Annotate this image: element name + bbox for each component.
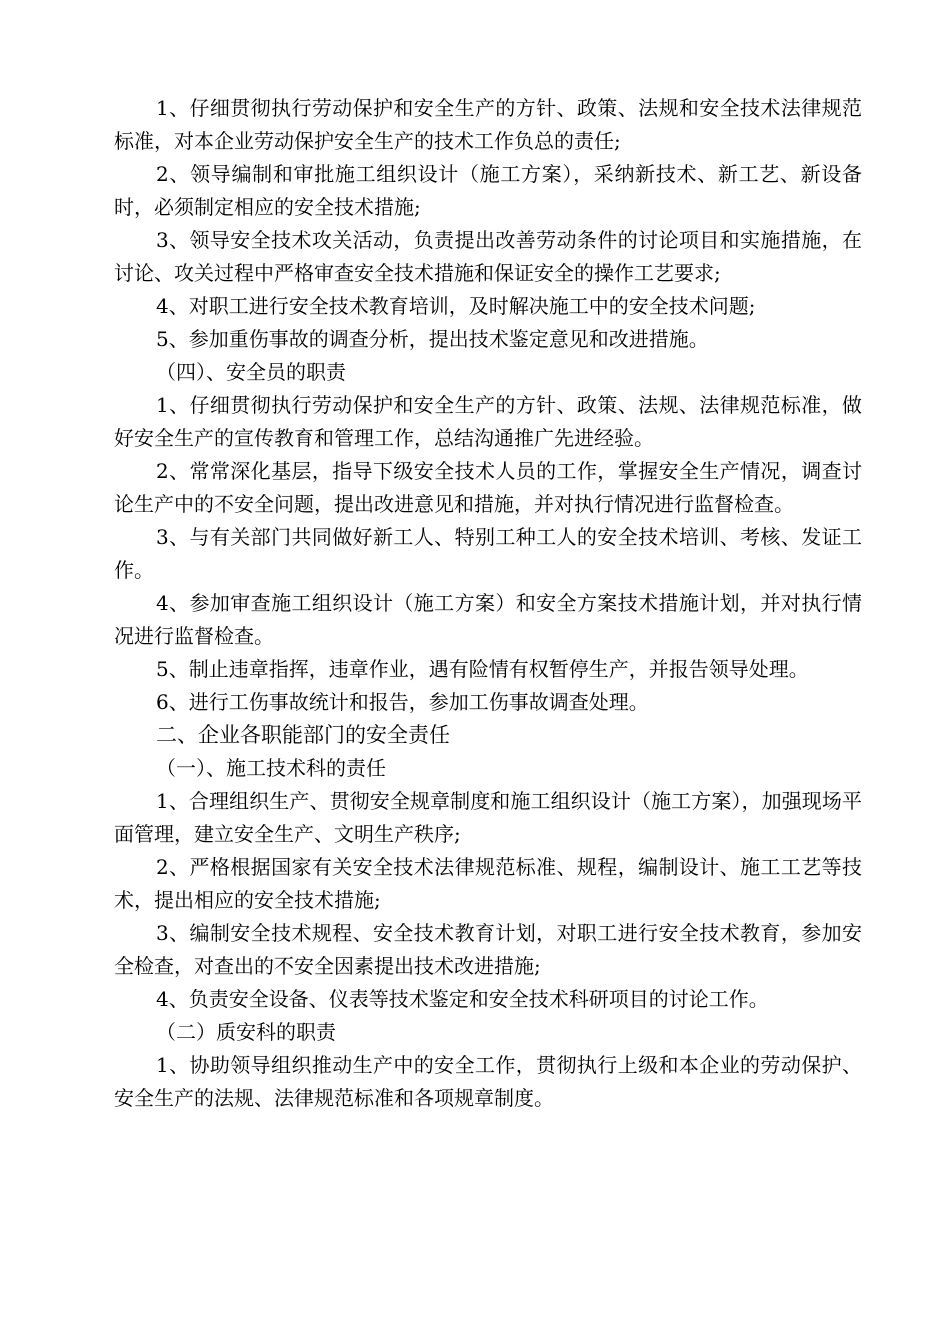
paragraph: 1、仔细贯彻执行劳动保护和安全生产的方针、政策、法规和安全技术法律规范标准，对本企业劳动保护安全生产的技术工作负总的责任;	[114, 96, 862, 153]
paragraph: 2、领导编制和审批施工组织设计（施工方案），采纳新技术、新工艺、新设备时，必须制定相应的安全技术措施;	[114, 162, 862, 219]
paragraph: 4、参加审查施工组织设计（施工方案）和安全方案技术措施计划，并对执行情况进行监督检查。	[114, 591, 862, 648]
chapter-heading: 二、企业各职能部门的安全责任	[156, 723, 450, 747]
paragraph: 2、常常深化基层，指导下级安全技术人员的工作，掌握安全生产情况，调查讨论生产中的不安全问题，提出改进意见和措施，并对执行情况进行监督检查。	[114, 459, 862, 516]
paragraph: 1、合理组织生产、贯彻安全规章制度和施工组织设计（施工方案），加强现场平面管理，建立安全生产、文明生产秩序;	[114, 789, 862, 846]
paragraph: 3、领导安全技术攻关活动，负责提出改善劳动条件的讨论项目和实施措施，在讨论、攻关过程中严格审查安全技术措施和保证安全的操作工艺要求;	[114, 228, 862, 285]
section-heading: （二）质安科的职责	[156, 1020, 336, 1044]
paragraph: 1、仔细贯彻执行劳动保护和安全生产的方针、政策、法规、法律规范标准，做好安全生产的宣传教育和管理工作，总结沟通推广先进经验。	[114, 393, 862, 450]
paragraph: 2、严格根据国家有关安全技术法律规范标准、规程，编制设计、施工工艺等技术，提出相应的安全技术措施;	[114, 855, 862, 912]
document-body	[114, 92, 862, 1115]
paragraph: 3、与有关部门共同做好新工人、特别工种工人的安全技术培训、考核、发证工作。	[114, 525, 862, 582]
paragraph: 1、协助领导组织推动生产中的安全工作，贯彻执行上级和本企业的劳动保护、安全生产的法规、法律规范标准和各项规章制度。	[114, 1053, 862, 1110]
paragraph: 5、参加重伤事故的调查分析，提出技术鉴定意见和改进措施。	[156, 327, 709, 351]
section-heading: （一）、施工技术科的责任	[156, 756, 386, 780]
section-heading: （四）、安全员的职责	[156, 360, 346, 384]
paragraph: 4、对职工进行安全技术教育培训，及时解决施工中的安全技术问题;	[156, 294, 756, 318]
paragraph: 3、编制安全技术规程、安全技术教育计划，对职工进行安全技术教育，参加安全检查，对查出的不安全因素提出技术改进措施;	[114, 921, 862, 978]
paragraph: 5、制止违章指挥，违章作业，遇有险情有权暂停生产，并报告领导处理。	[156, 657, 809, 681]
paragraph: 4、负责安全设备、仪表等技术鉴定和安全技术科研项目的讨论工作。	[156, 987, 769, 1011]
paragraph: 6、进行工伤事故统计和报告，参加工伤事故调查处理。	[156, 690, 649, 714]
